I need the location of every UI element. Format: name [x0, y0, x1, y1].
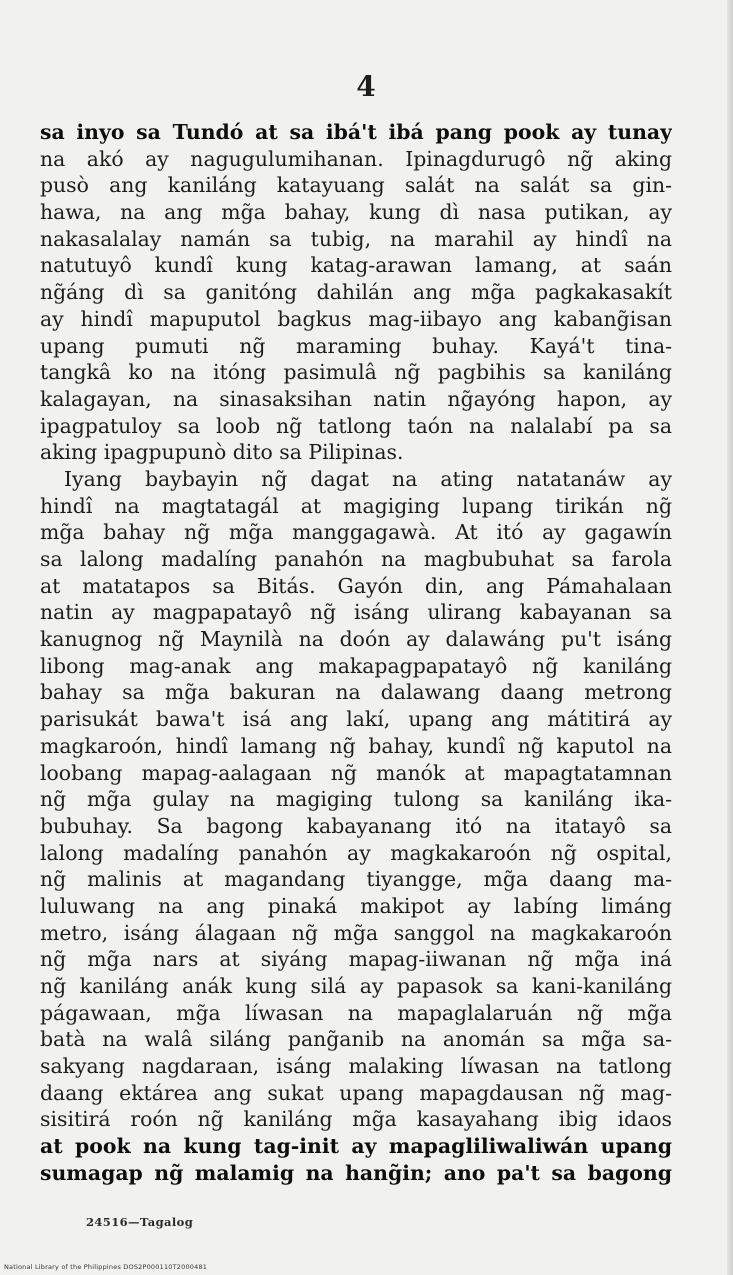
- text-line: mg̃a bahay ng̃ mg̃a manggagawà. At itó ay gagawín: [40, 520, 672, 545]
- text-line: at matatapos sa Bitás. Gayón din, ang Pámahalaan: [40, 573, 672, 598]
- text-line: at pook na kung tag-init ay mapagliliwaliwán upang: [40, 1134, 672, 1159]
- text-line: kanugnog ng̃ Maynilà na doón ay dalawáng pu't isáng: [40, 627, 672, 652]
- text-line: Iyang baybayin ng̃ dagat na ating natatanáw ay: [64, 466, 672, 491]
- text-line: daang ektárea ang sukat upang mapagdausan ng̃ mag-: [40, 1080, 672, 1105]
- text-line: sakyang nagdaraan, isáng malaking líwasan na tatlong: [40, 1054, 672, 1079]
- text-line: ng̃ kaniláng anák kung silá ay papasok sa kani-kaniláng: [40, 974, 672, 998]
- text-line: bubuhay. Sa bagong kabayanang itó na itatayô sa: [40, 813, 672, 838]
- text-line: ng̃áng dì sa ganitóng dahilán ang mg̃a pagkakasakít: [40, 280, 672, 305]
- text-line: ipagpatuloy sa loob ng̃ tatlong taón na nalalabí pa sa: [40, 413, 672, 438]
- text-line: bahay sa mg̃a bakuran na dalawang daang metrong: [40, 680, 672, 705]
- text-line: luluwang na ang pinaká makipot ay labíng limáng: [40, 893, 672, 918]
- text-line: hindî na magtatagál at magiging lupang tirikán ng̃: [40, 493, 672, 518]
- text-line: sisitirá roón ng̃ kaniláng mg̃a kasayahang ibig idaos: [40, 1107, 672, 1132]
- text-line: natutuyô kundî kung katag-arawan lamang, at saán: [40, 253, 672, 278]
- text-line: magkaroón, hindî lamang ng̃ bahay, kundî ng̃ kaputol na: [40, 733, 672, 758]
- text-line: metro, isáng álagaan ng̃ mg̃a sanggol na magkakaroón: [40, 920, 672, 945]
- text-line: nakasalalay namán sa tubig, na marahil ay hindî na: [40, 226, 672, 251]
- text-line: upang pumuti ng̃ maraming buhay. Kayá't tina-: [40, 333, 672, 358]
- scan-edge: [727, 0, 733, 1275]
- text-line: lalong madalíng panahón ay magkakaroón ng̃ ospital,: [40, 840, 672, 865]
- text-line: loobang mapag-aalagaan ng̃ manók at mapagtatamnan: [40, 760, 672, 785]
- text-line: ng̃ mg̃a nars at siyáng mapag-iiwanan ng̃ mg̃a iná: [40, 947, 672, 972]
- text-line: págawaan, mg̃a líwasan na mapaglalaruán ng̃ mg̃a: [40, 1000, 672, 1025]
- text-line: pusò ang kaniláng katayuang salát na salát sa gin-: [40, 173, 672, 198]
- text-line: batà na walâ siláng pang̃anib na anomán sa mg̃a sa-: [40, 1027, 672, 1052]
- text-line: sa lalong madalíng panahón na magbubuhat sa farola: [40, 547, 672, 571]
- printer-signature: 24516—Tagalog: [86, 1215, 194, 1229]
- text-line: kalagayan, na sinasaksihan natin ng̃ayóng hapon, ay: [40, 386, 672, 411]
- text-line: aking ipagpupunò dito sa Pilipinas.: [40, 440, 404, 465]
- library-caption: National Library of the Philippines DOS2P000110T2000481: [4, 1263, 208, 1271]
- text-line: sa inyo sa Tundó at sa ibá't ibá pang pook ay tunay: [40, 120, 672, 144]
- text-line: libong mag-anak ang makapagpapatayô ng̃ kaniláng: [40, 653, 672, 678]
- text-line: sumagap ng̃ malamig na hang̃in; ano pa't sa bagong: [40, 1160, 672, 1185]
- text-line: ay hindî mapuputol bagkus mag-iibayo ang kabang̃isan: [40, 306, 672, 331]
- text-line: parisukát bawa't isá ang lakí, upang ang mátitirá ay: [40, 707, 672, 732]
- text-line: na akó ay nagugulumihanan. Ipinagdurugô ng̃ aking: [40, 146, 672, 171]
- text-line: ng̃ mg̃a gulay na magiging tulong sa kaniláng ika-: [40, 787, 672, 812]
- text-line: natin ay magpapatayô ng̃ isáng ulirang kabayanan sa: [40, 600, 672, 625]
- body-text: [40, 119, 672, 1199]
- paragraph-1: [40, 119, 672, 466]
- page-number: 4: [356, 70, 377, 103]
- text-line: ng̃ malinis at magandang tiyangge, mg̃a daang ma-: [40, 867, 672, 892]
- paragraph-2: [40, 466, 672, 1187]
- text-line: hawa, na ang mg̃a bahay, kung dì nasa putikan, ay: [40, 200, 672, 225]
- text-line: tangkâ ko na itóng pasimulâ ng̃ pagbihis sa kaniláng: [40, 360, 672, 385]
